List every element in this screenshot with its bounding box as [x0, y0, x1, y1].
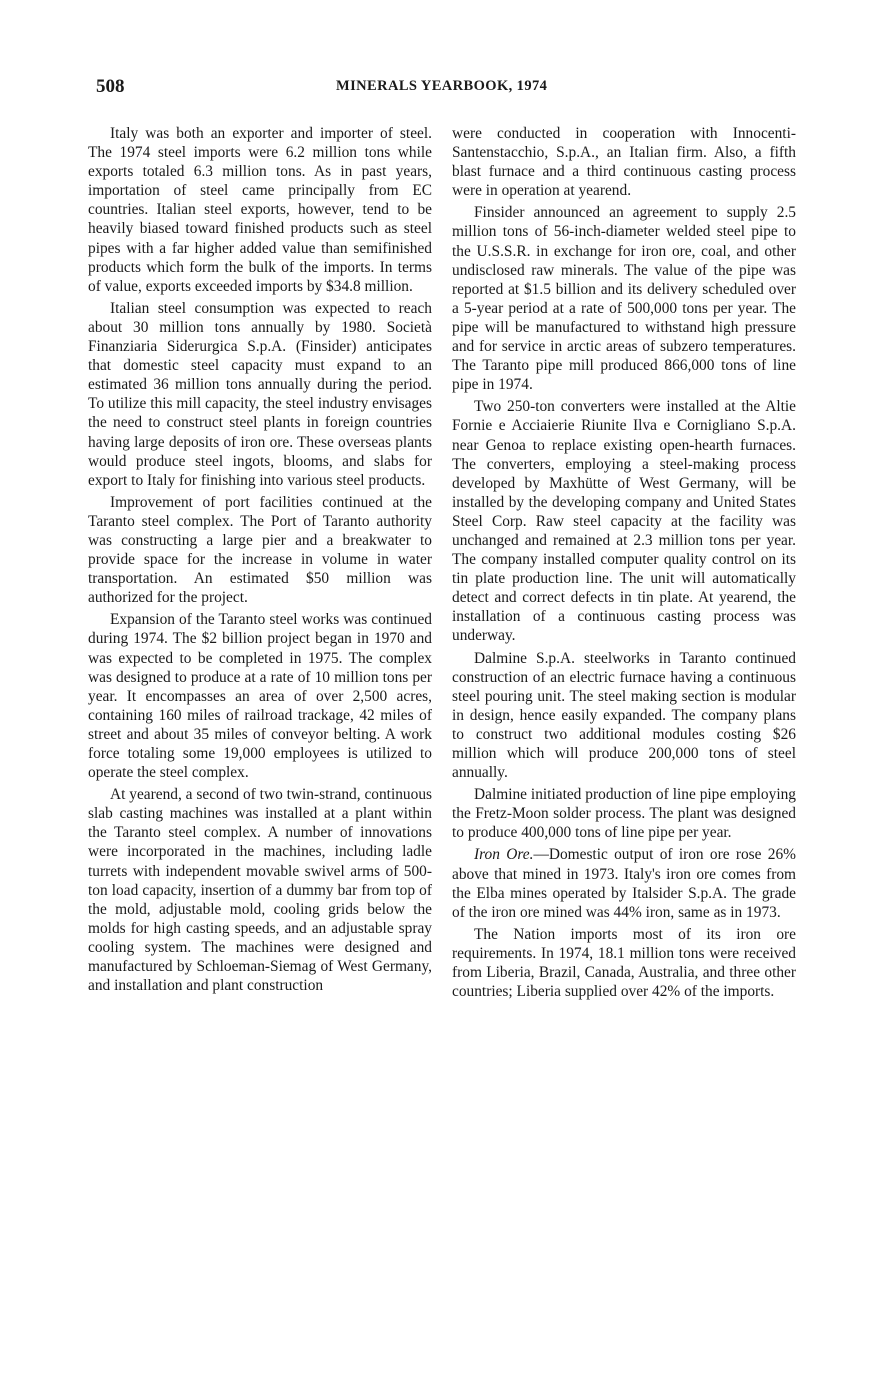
paragraph-continuation: were conducted in cooperation with Innocenti-Santenstacchio, S.p.A., an Italian firm. Also, a fifth blast furnace and a third continuous casting process were in operation at yearend.: [452, 125, 796, 200]
right-column: [452, 124, 796, 1004]
paragraph-slab-casting: At yearend, a second of two twin-strand, continuous slab casting machines was installed at a plant within the Taranto steel complex. A number of innovations were incorporated in the machines, including ladle turrets with independent movable swivel arms of 500-ton load capacity, insertion of a dummy bar from top of the mold, adjustable mold, cooling grids below the molds for high casting speeds, and an adjustable spray cooling system. The machines were designed and manufactured by Schloeman-Siemag of West Germany, and installation and plant construction: [88, 786, 432, 995]
page-number: 508: [96, 76, 125, 97]
paragraph-finsider-pipe: Finsider announced an agreement to supply 2.5 million tons of 56-inch-diameter welded steel pipe to the U.S.S.R. in exchange for iron ore, coal, and other undisclosed raw minerals. The value of the pipe was reported at $1.5 billion and its delivery scheduled over a 5-year period at a rate of 500,000 tons per year. The pipe will be manufactured to withstand high pressure and for service in arctic areas of subzero temperatures. The Taranto pipe mill produced 866,000 tons of line pipe in 1974.: [452, 204, 796, 394]
paragraph-iron-ore-imports: The Nation imports most of its iron ore requirements. In 1974, 18.1 million tons were received from Liberia, Brazil, Canada, Australia, and three other countries; Liberia supplied over 42% of the imports.: [452, 925, 796, 1001]
paragraph-port-facilities: Improvement of port facilities continued at the Taranto steel complex. The Port of Taranto authority was constructing a large pier and a breakwater to provide space for the increase in volume in water transportation. An estimated $50 million was authorized for the project.: [88, 493, 432, 607]
paragraph-steel-consumption: Italian steel consumption was expected to reach about 30 million tons annually by 1980. Società Finanziaria Siderurgica S.p.A. (Finsider) anticipates that domestic steel capacity must expand to an estimated 36 million tons annually during the period. To utilize this mill capacity, the steel industry envisages the need to construct steel plants in foreign countries having large deposits of iron ore. These overseas plants would produce steel ingots, blooms, and slabs for export to Italy for finishing into various steel products.: [88, 299, 432, 489]
section-heading-iron-ore: Iron Ore.: [474, 846, 534, 864]
paragraph-dalmine-pipe: Dalmine initiated production of line pipe employing the Fretz-Moon solder process. The plant was designed to produce 400,000 tons of line pipe per year.: [452, 786, 796, 842]
left-column: [88, 124, 432, 998]
paragraph-converters: Two 250-ton converters were installed at the Altie Fornie e Acciaierie Riunite Ilva e Cornigliano S.p.A. near Genoa to replace existing open-hearth furnaces. The converters, employing a steel-making process developed by Maxhütte of West Germany, will be installed by the developing company and United States Steel Corp. Raw steel capacity at the facility was unchanged and remained at 2.3 million tons per year. The company installed computer quality control on its tin plate production line. The unit will automatically detect and correct defects in tin plate. At yearend, the installation of a continuous casting process was underway.: [452, 398, 796, 645]
paragraph-steel-trade: Italy was both an exporter and importer of steel. The 1974 steel imports were 6.2 million tons while exports totaled 6.3 million tons. As in past years, importation of steel came principally from EC countries. Italian steel exports, however, tend to be heavily biased toward finished products such as steel pipes with a far higher added value than semifinished products which form the bulk of the imports. In terms of value, exports exceeded imports by $34.8 million.: [88, 125, 432, 295]
paragraph-taranto-expansion: Expansion of the Taranto steel works was continued during 1974. The $2 billion project began in 1970 and was expected to be completed in 1975. The complex was designed to produce at a rate of 10 million tons per year. It encompasses an area of over 2,500 acres, containing 160 miles of railroad trackage, 42 miles of street and about 35 miles of conveyor belting. A work force totaling some 19,000 employees is utilized to operate the steel complex.: [88, 611, 432, 782]
paragraph-dalmine-furnace: Dalmine S.p.A. steelworks in Taranto continued construction of an electric furnace having a continuous steel pouring unit. The steel making section is modular in design, hence easily expanded. The company plans to construct two additional modules costing $26 million which will produce 200,000 tons of steel annually.: [452, 649, 796, 782]
page-header: [96, 76, 786, 100]
running-title: MINERALS YEARBOOK, 1974: [336, 78, 548, 94]
iron-ore-body: —Domestic output of iron ore rose 26% above that mined in 1973. Italy's iron ore comes from the Elba mines operated by Italsider S.p.A. The grade of the iron ore mined was 44% iron, same as in 1973.: [452, 846, 796, 921]
paragraph-iron-ore: [452, 845, 796, 921]
